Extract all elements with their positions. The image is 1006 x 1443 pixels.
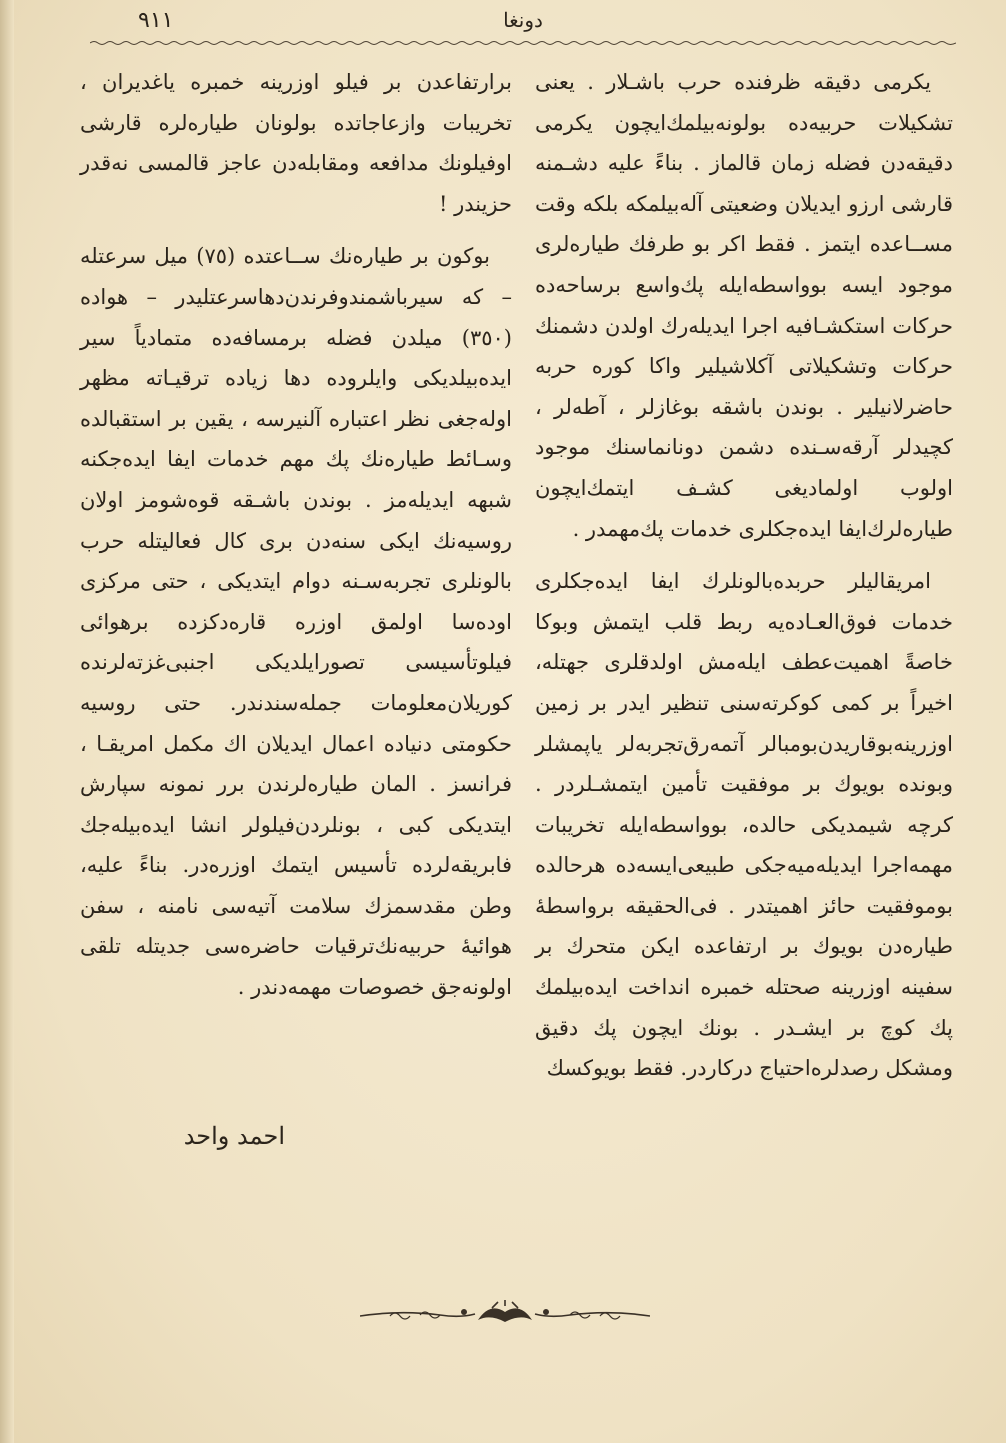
paragraph: يكرمى دقيقه ظرفنده حرب باشـلار . يعنى تشكيلات حربيه‌ده بولونه‌بيلمك‌ايچون يكرمى دقيقه‌دن فضله زمان قالماز . بناءً عليه دشـمنه قارشى ارزو ايديلان وضعيتى آله‌بيلمكه بلكه وقت مســاعده ايتمز . فقط اكر بو طرفك طياره‌لرى موجود ايسه بوواسطه‌ايله پك‌واسع برساحه‌ده حركات استكشـافيه اجرا ايديله‌رك اولدن دشمنك حركات وتشكيلاتى آكلاشيلير واكا كوره حربه حاضرلانيلير . بوندن باشقه بوغازلر ، آطه‌لر ، كچيدلر آرقه‌سـنده دشمن دونانماسنك موجود اولوب اولماديغى كشـف ايتمك‌ايچون طياره‌لرك‌ايفا ايده‌جكلرى خدمات پك‌مهمدر . bbox=[535, 70, 953, 541]
paragraph: امريقاليلر حربده‌بالونلرك ايفا ايده‌جكلرى خدمات فوق‌العـاده‌يه ربط قلب ايتمش وبوكا خاصةً اهميت‌عطف ايله‌مش اولدقلرى جهتله، اخيراً بر كمى كوكرته‌سنى تنظير ايدر بر زمين اوزرينه‌بوقاريدن‌بومبالر آتمه‌رق‌تجربه‌لر ياپمشلر وبونده بويوك بر موفقيت تأمين ايتمشـلردر . كرچه شيمديكى حالده، بوواسطه‌ايله تخريبات مهمه‌اجرا ايديله‌ميه‌جكى طبيعى‌ايسه‌ده هرحالده بوموفقيت حائز اهميتدر . فى‌الحقيقه برواسطهٔ طياره‌دن بويوك بر ارتفاعده ايكن متحرك بر سفينه اوزرينه صحتله خمبره انداخت ايده‌بيلمك پك كوچ بر ايشـدر . بونك ايچون پك دقيق ومشكل رصدلره‌احتياج دركاردر. فقط بويوكسك bbox=[535, 569, 953, 1081]
decorative-ornament-icon bbox=[360, 1300, 650, 1328]
running-title: دونغا bbox=[503, 8, 543, 32]
author-signature: احمد واحد bbox=[183, 1122, 285, 1150]
page-gutter-shadow bbox=[0, 0, 14, 1443]
right-column bbox=[535, 62, 953, 1089]
page-header bbox=[90, 8, 956, 34]
paragraph: بوكون بر طياره‌نك ســاعتده (٧٥) ميل سرعتله – كه سيرباشمندوفرندن‌دها‌سرعتليدر – هواده (٣٥٠) ميلدن فضله برمسافه‌ده متمادياً سير ايده‌بيلديكى وايلروده دها زياده ترقيـاته مظهر اوله‌جغى نظر اعتباره آلنيرسه ، يقين بر استقبالده وسـائط طياره‌نك پك مهم خدمات ايفا ايده‌جكنه شبهه ايديله‌مز . بوندن باشـقه قوه‌شومز اولان روسيه‌نك ايكى سنه‌دن برى كال فعاليتله حرب بالونلرى تجربه‌سـنه دوام ايتديكى ، حتى مركزى اوده‌سا اولمق اوزره قاره‌دكزده برهوائى فيلوتأسيسى تصورايلديكى اجنبى‌غزته‌لرنده كوريلان‌معلومات جمله‌سندندر. حتى روسيه حكومتى دنياده اعمال ايديلان اك مكمل امريقـا ، فرانسز . المان طياره‌لرندن برر نمونه سپارش ايتديكى كبى ، بونلردن‌فيلولر انشا ايده‌بيله‌جك فابريقه‌لرده تأسيس ايتمك اوزره‌در. بناءً عليه، وطن مقدسمزك سلامت آتيه‌سى نامنه ، سفن هوائيهٔ حربيه‌نك‌ترقيات حاضره‌سى جديتله تلقى اولونه‌جق خصوصات مهمه‌دندر . bbox=[80, 244, 512, 1000]
left-column bbox=[80, 62, 512, 1008]
paragraph: برارتفاعدن بر فيلو اوزرينه خمبره ياغديران ، تخريبات وازعاجاتده بولونان طياره‌لره قارشى اوفيلونك مدافعه ومقابله‌دن عاجز قالمسى نه‌قدر حزيندر ! bbox=[80, 70, 512, 216]
page-number: ٩١١ bbox=[138, 8, 174, 33]
header-wavy-rule bbox=[90, 40, 956, 46]
